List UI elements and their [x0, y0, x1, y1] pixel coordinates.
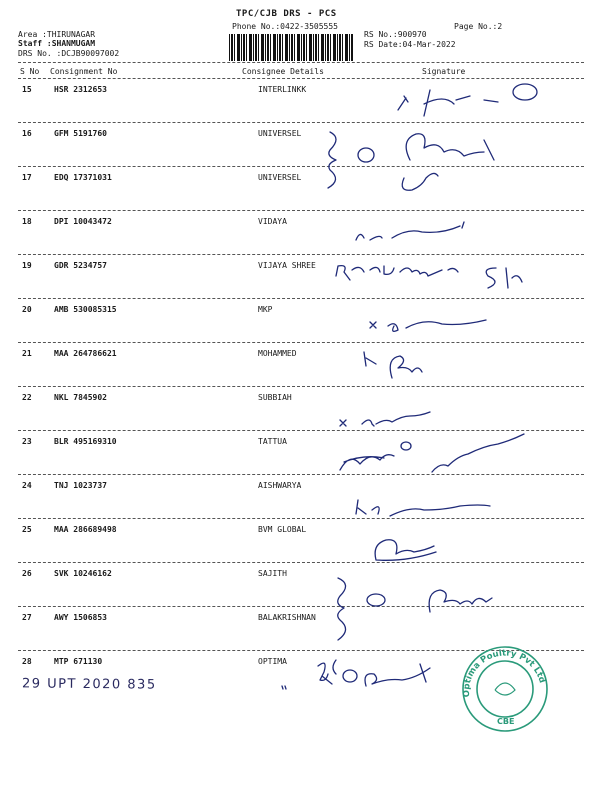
- phone-number: Phone No.:0422-3505555: [232, 22, 338, 31]
- row-sno: 28: [22, 657, 32, 666]
- row-consignee: OPTIMA: [258, 657, 287, 666]
- row-consignee: INTERLINKK: [258, 85, 307, 94]
- row-sno: 21: [22, 349, 32, 358]
- document-title: TPC/CJB DRS - PCS: [236, 9, 337, 19]
- row-consignee: SAJITH: [258, 569, 287, 578]
- stamp-text: Optima Poultry Pvt Ltd: [461, 648, 547, 698]
- row-consignment-number: NKL 7845902: [54, 393, 107, 402]
- row-consignment-number: SVK 10246162: [54, 569, 112, 578]
- row-consignment-number: AWY 1506853: [54, 613, 107, 622]
- page-number: Page No.:2: [454, 22, 503, 31]
- rs-number: RS No.:900970: [364, 30, 427, 39]
- column-header-consignment: Consignment No: [50, 67, 118, 76]
- row-consignment-number: MAA 264786621: [54, 349, 117, 358]
- row-sno: 20: [22, 305, 32, 314]
- area-label: Area :THIRUNAGAR: [18, 30, 96, 39]
- row-sno: 23: [22, 437, 32, 446]
- row-consignee: TATTUA: [258, 437, 287, 446]
- drs-number: DRS No. :DCJB90097002: [18, 49, 120, 58]
- staff-label: Staff :SHANMUGAM: [18, 39, 96, 48]
- row-consignee: UNIVERSEL: [258, 173, 302, 182]
- row-consignee: AISHWARYA: [258, 481, 302, 490]
- row-consignment-number: TNJ 1023737: [54, 481, 107, 490]
- row-consignment-number: HSR 2312653: [54, 85, 107, 94]
- row-sno: 18: [22, 217, 32, 226]
- row-sno: 22: [22, 393, 32, 402]
- row-sno: 15: [22, 85, 32, 94]
- row-consignment-number: DPI 10043472: [54, 217, 112, 226]
- row-consignee: SUBBIAH: [258, 393, 292, 402]
- row-sno: 16: [22, 129, 32, 138]
- row-consignee: BVM GLOBAL: [258, 525, 307, 534]
- row-consignment-number: AMB 530085315: [54, 305, 117, 314]
- row-consignment-number: GFM 5191760: [54, 129, 107, 138]
- row-sno: 19: [22, 261, 32, 270]
- row-sno: 26: [22, 569, 32, 578]
- row-consignee: BALAKRISHNAN: [258, 613, 316, 622]
- column-header-signature: Signature: [422, 67, 466, 76]
- row-sno: 24: [22, 481, 32, 490]
- row-consignment-number: MAA 286689498: [54, 525, 117, 534]
- rs-date: RS Date:04-Mar-2022: [364, 40, 456, 49]
- row-sno: 27: [22, 613, 32, 622]
- column-header-consignee: Consignee Details: [242, 67, 324, 76]
- row-consignment-number: GDR 5234757: [54, 261, 107, 270]
- row-consignment-number: MTP 671130: [54, 657, 103, 666]
- row-sno: 17: [22, 173, 32, 182]
- row-consignee: VIDAYA: [258, 217, 287, 226]
- row-consignment-number: BLR 495169310: [54, 437, 117, 446]
- handwritten-entry-29: 29 UPT 2020 835: [21, 676, 157, 693]
- row-consignee: MKP: [258, 305, 273, 314]
- row-consignee: MOHAMMED: [258, 349, 297, 358]
- column-header-sno: S No: [20, 67, 40, 76]
- row-consignee: UNIVERSEL: [258, 129, 302, 138]
- row-consignment-number: EDQ 17371031: [54, 173, 112, 182]
- row-consignee: VIJAYA SHREE: [258, 261, 316, 270]
- stamp-city: CBE: [497, 717, 515, 726]
- row-sno: 25: [22, 525, 32, 534]
